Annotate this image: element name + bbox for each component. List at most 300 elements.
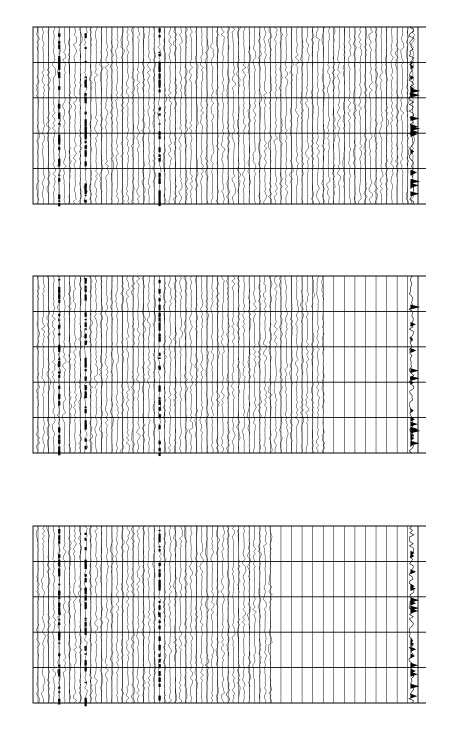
edge-trace-fill	[410, 694, 417, 699]
trace-event-mark	[85, 132, 87, 136]
wiggle-trace	[105, 526, 109, 703]
wiggle-trace	[137, 526, 140, 703]
wiggle-trace	[179, 276, 182, 453]
wiggle-trace	[263, 526, 267, 703]
trace-event-mark	[58, 643, 60, 644]
trace-event-mark	[158, 192, 160, 197]
wiggle-trace	[184, 276, 188, 453]
trace-event-mark	[58, 429, 60, 433]
trace-event-mark	[85, 574, 87, 577]
panel-3	[33, 526, 426, 706]
trace-event-mark	[85, 622, 87, 627]
trace-event-mark	[58, 58, 60, 59]
wiggle-trace	[42, 526, 46, 703]
wiggle-trace	[105, 27, 109, 204]
trace-event-mark	[58, 554, 60, 557]
trace-event-mark	[85, 195, 87, 196]
wiggle-trace	[274, 27, 278, 204]
trace-event-mark	[85, 334, 87, 336]
trace-event-mark	[158, 63, 160, 67]
trace-event-mark	[85, 377, 87, 381]
wiggle-trace	[343, 27, 345, 204]
trace-event-mark	[58, 560, 60, 563]
trace-event-mark	[85, 289, 87, 292]
wiggle-trace	[348, 27, 351, 204]
trace-event-mark	[158, 530, 160, 531]
trace-event-mark	[58, 451, 60, 455]
trace-event-mark	[85, 364, 87, 368]
wiggle-trace	[94, 27, 98, 204]
trace-event-mark	[85, 61, 87, 63]
wiggle-trace	[401, 27, 404, 204]
wiggle-trace	[337, 27, 341, 204]
trace-event-mark	[85, 77, 87, 79]
trace-event-mark	[85, 632, 87, 635]
trace-event-mark	[158, 684, 160, 687]
trace-event-mark	[85, 628, 87, 631]
trace-event-mark	[158, 154, 160, 157]
trace-event-mark	[85, 446, 87, 450]
trace-event-mark	[158, 173, 160, 176]
trace-event-mark	[58, 65, 60, 70]
trace-event-mark	[158, 80, 160, 84]
trace-event-mark	[158, 534, 160, 538]
trace-event-mark	[85, 653, 87, 655]
wiggle-trace	[200, 276, 203, 453]
trace-event-mark	[85, 682, 87, 683]
trace-event-mark	[58, 200, 60, 201]
trace-event-mark	[85, 141, 87, 144]
trace-event-mark	[58, 358, 60, 360]
trace-event-mark	[158, 620, 160, 623]
trace-event-mark	[58, 44, 60, 49]
trace-event-mark	[158, 357, 160, 359]
trace-event-mark	[158, 158, 160, 162]
wiggle-trace	[285, 276, 288, 453]
panel-1	[33, 27, 426, 206]
trace-event-mark	[58, 123, 60, 124]
trace-event-mark	[158, 416, 160, 418]
trace-event-mark	[158, 580, 160, 581]
trace-event-mark	[85, 662, 87, 665]
trace-event-mark	[158, 569, 160, 571]
edge-trace-fill	[410, 368, 418, 373]
trace-event-mark	[58, 584, 60, 585]
trace-event-mark	[58, 175, 60, 176]
trace-event-mark	[58, 603, 60, 606]
trace-event-mark	[85, 47, 87, 49]
trace-event-mark	[85, 145, 87, 149]
trace-event-mark	[158, 334, 160, 335]
trace-event-mark	[85, 126, 87, 129]
trace-event-mark	[158, 605, 160, 609]
wiggle-trace	[190, 526, 193, 703]
trace-event-mark	[58, 687, 60, 689]
wiggle-trace	[243, 276, 246, 453]
trace-event-mark	[158, 400, 160, 405]
trace-event-mark	[58, 279, 60, 281]
trace-event-mark	[158, 337, 160, 339]
trace-event-mark	[85, 112, 87, 115]
edge-trace-fill	[410, 569, 416, 574]
edge-trace	[409, 27, 414, 204]
trace-event-mark	[85, 618, 87, 619]
wiggle-trace	[226, 276, 229, 453]
trace-event-mark	[158, 659, 160, 663]
wiggle-trace	[73, 27, 77, 204]
edge-trace-fill	[410, 348, 416, 353]
wiggle-trace	[295, 27, 299, 204]
wiggle-trace	[137, 27, 140, 204]
wiggle-trace	[327, 27, 331, 204]
trace-event-mark	[58, 194, 60, 199]
trace-event-mark	[58, 673, 60, 677]
trace-event-mark	[158, 149, 160, 153]
trace-event-mark	[158, 107, 160, 110]
trace-event-mark	[85, 387, 87, 391]
trace-event-mark	[85, 136, 87, 139]
trace-event-mark	[158, 441, 160, 444]
trace-event-mark	[85, 667, 87, 672]
trace-event-mark	[158, 572, 160, 575]
wiggle-trace	[232, 27, 236, 204]
trace-event-mark	[85, 406, 87, 408]
trace-event-mark	[85, 294, 87, 298]
trace-event-mark	[58, 702, 60, 704]
trace-event-mark	[85, 96, 87, 100]
wiggle-trace	[285, 27, 288, 204]
wiggle-trace	[168, 276, 172, 453]
trace-event-mark	[58, 362, 60, 364]
wiggle-trace	[94, 526, 98, 703]
trace-event-mark	[85, 279, 87, 283]
wiggle-trace	[232, 526, 235, 703]
trace-event-mark	[85, 438, 87, 441]
trace-event-mark	[85, 538, 87, 541]
trace-event-mark	[158, 200, 160, 204]
trace-event-mark	[158, 136, 160, 139]
trace-event-mark	[58, 319, 60, 320]
trace-event-mark	[158, 407, 160, 409]
trace-event-mark	[85, 578, 87, 582]
trace-event-mark	[158, 52, 160, 54]
wiggle-trace	[168, 27, 172, 204]
edge-trace-fill	[410, 422, 417, 427]
trace-event-mark	[85, 560, 87, 564]
wiggle-trace	[380, 27, 383, 204]
trace-event-mark	[158, 549, 160, 552]
trace-event-mark	[85, 341, 87, 344]
wiggle-trace	[253, 276, 256, 453]
trace-event-mark	[58, 59, 60, 61]
trace-event-mark	[58, 296, 60, 299]
trace-event-mark	[58, 162, 60, 167]
trace-event-mark	[158, 28, 160, 32]
trace-event-mark	[158, 677, 160, 682]
trace-event-mark	[158, 68, 160, 71]
wiggle-trace	[126, 27, 130, 204]
trace-event-mark	[85, 322, 87, 327]
trace-event-mark	[58, 636, 60, 638]
trace-event-mark	[58, 619, 60, 620]
trace-event-mark	[85, 564, 87, 568]
trace-event-mark	[158, 563, 160, 567]
trace-event-mark	[158, 131, 160, 135]
trace-event-mark	[158, 83, 160, 87]
trace-event-mark	[58, 607, 60, 610]
trace-event-mark	[58, 291, 60, 293]
wiggle-trace	[305, 27, 309, 204]
wiggle-trace	[179, 27, 182, 204]
wiggle-trace	[316, 27, 320, 204]
trace-event-mark	[158, 584, 160, 587]
trace-event-mark	[158, 54, 160, 56]
trace-event-mark	[158, 123, 160, 124]
trace-event-mark	[58, 73, 60, 78]
trace-event-mark	[158, 625, 160, 629]
edge-trace-fill	[410, 647, 416, 652]
trace-event-mark	[85, 394, 87, 398]
wiggle-trace	[274, 276, 278, 453]
trace-event-mark	[58, 41, 60, 42]
trace-event-mark	[85, 189, 87, 194]
trace-event-mark	[58, 114, 60, 117]
wiggle-trace	[121, 526, 124, 703]
trace-event-mark	[58, 314, 60, 316]
trace-event-mark	[58, 347, 60, 348]
trace-event-mark	[158, 636, 160, 641]
trace-event-mark	[58, 435, 60, 439]
wiggle-trace	[148, 526, 151, 703]
trace-event-mark	[58, 632, 60, 636]
trace-event-mark	[85, 619, 87, 620]
wiggle-trace	[115, 27, 118, 204]
wiggle-trace	[63, 526, 66, 703]
trace-event-mark	[85, 646, 87, 651]
wiggle-trace	[221, 526, 225, 703]
trace-event-mark	[158, 340, 160, 341]
trace-event-mark	[85, 428, 87, 429]
trace-event-mark	[158, 672, 160, 675]
wiggle-trace	[36, 27, 39, 204]
edge-trace-fill	[410, 322, 415, 327]
trace-event-mark	[158, 448, 160, 451]
trace-event-mark	[85, 312, 87, 317]
wiggle-trace	[41, 276, 45, 453]
trace-event-mark	[158, 280, 160, 283]
trace-event-mark	[58, 591, 60, 596]
trace-event-mark	[158, 646, 160, 650]
trace-event-mark	[85, 122, 87, 126]
edge-trace-fill	[410, 380, 413, 385]
wiggle-trace	[358, 27, 361, 204]
trace-event-mark	[85, 200, 87, 203]
trace-event-mark	[85, 168, 87, 169]
wiggle-trace	[290, 27, 294, 204]
trace-event-mark	[158, 89, 160, 92]
trace-event-mark	[85, 369, 87, 371]
wiggle-trace	[268, 27, 272, 204]
trace-event-mark	[158, 546, 160, 547]
edge-trace-fill	[410, 663, 418, 668]
trace-event-mark	[158, 147, 160, 148]
trace-event-mark	[58, 178, 60, 182]
wiggle-trace	[189, 27, 192, 204]
trace-event-mark	[85, 420, 87, 423]
trace-event-mark	[85, 533, 87, 535]
wiggle-trace	[116, 526, 119, 703]
trace-event-mark	[158, 298, 160, 301]
wiggle-trace	[263, 276, 267, 453]
trace-event-mark	[158, 538, 160, 543]
trace-event-mark	[85, 299, 87, 301]
edge-trace-fill	[410, 672, 417, 677]
trace-event-mark	[158, 389, 160, 392]
trace-event-mark	[85, 605, 87, 609]
trace-event-mark	[58, 563, 60, 567]
trace-event-mark	[158, 353, 160, 356]
trace-event-mark	[58, 300, 60, 303]
trace-event-mark	[158, 425, 160, 430]
wiggle-trace	[295, 276, 299, 453]
trace-event-mark	[158, 322, 160, 327]
trace-event-mark	[85, 93, 87, 96]
trace-event-mark	[58, 440, 60, 443]
trace-event-mark	[85, 84, 87, 86]
wiggle-trace	[391, 27, 394, 204]
wiggle-trace	[264, 27, 267, 204]
wiggle-trace	[316, 276, 320, 453]
wiggle-trace	[179, 526, 183, 703]
wiggle-trace	[84, 526, 87, 703]
trace-event-mark	[158, 314, 160, 317]
trace-event-mark	[58, 541, 60, 544]
trace-event-mark	[58, 388, 60, 389]
wiggle-trace	[211, 276, 214, 453]
trace-event-mark	[85, 80, 87, 84]
wiggle-trace	[385, 27, 388, 204]
trace-event-mark	[58, 401, 60, 405]
trace-event-mark	[85, 152, 87, 157]
wiggle-trace	[131, 526, 135, 703]
wiggle-trace	[126, 276, 130, 453]
trace-event-mark	[85, 286, 87, 289]
panel-2	[33, 276, 426, 456]
wiggle-trace	[221, 27, 224, 204]
trace-event-mark	[158, 313, 160, 315]
trace-event-mark	[158, 35, 160, 38]
trace-event-mark	[58, 138, 60, 143]
wiggle-trace	[52, 526, 55, 703]
wiggle-trace	[253, 27, 256, 204]
wiggle-trace	[205, 27, 208, 204]
wiggle-trace	[84, 27, 88, 204]
wiggle-trace	[173, 526, 177, 703]
wiggle-trace	[242, 27, 245, 204]
edge-trace-fill	[410, 75, 414, 80]
trace-event-mark	[158, 318, 160, 322]
trace-event-mark	[85, 319, 87, 320]
wiggle-trace	[73, 526, 77, 703]
wiggle-trace	[195, 27, 198, 204]
trace-event-mark	[58, 364, 60, 367]
trace-event-mark	[58, 371, 60, 373]
trace-event-mark	[85, 423, 87, 425]
wiggle-trace	[211, 27, 214, 204]
trace-event-mark	[58, 396, 60, 399]
trace-event-mark	[58, 537, 60, 540]
trace-event-mark	[85, 590, 87, 595]
trace-event-mark	[58, 375, 60, 378]
trace-event-mark	[158, 179, 160, 184]
trace-event-mark	[58, 33, 60, 35]
wiggle-trace	[73, 276, 77, 453]
wiggle-trace	[52, 27, 56, 204]
wiggle-trace	[221, 276, 225, 453]
wiggle-trace	[211, 526, 214, 703]
trace-event-mark	[58, 597, 60, 600]
trace-event-mark	[85, 588, 87, 590]
trace-event-mark	[158, 305, 160, 310]
wiggle-trace	[189, 276, 193, 453]
wiggle-trace	[253, 526, 257, 703]
trace-event-mark	[158, 452, 160, 456]
trace-event-mark	[85, 702, 87, 707]
trace-event-mark	[85, 548, 87, 550]
wiggle-trace	[147, 27, 151, 204]
trace-event-mark	[85, 184, 87, 188]
trace-event-mark	[158, 177, 160, 179]
wiggle-trace	[200, 27, 203, 204]
trace-event-mark	[85, 162, 87, 166]
trace-event-mark	[85, 328, 87, 330]
wiggle-trace	[63, 276, 66, 453]
trace-event-mark	[58, 610, 60, 615]
wiggle-trace	[136, 276, 140, 453]
trace-event-mark	[158, 327, 160, 331]
wiggle-trace	[94, 276, 97, 453]
trace-event-mark	[58, 622, 60, 625]
trace-event-mark	[158, 612, 160, 617]
trace-event-mark	[158, 73, 160, 75]
wiggle-trace	[126, 526, 130, 703]
trace-event-mark	[158, 289, 160, 294]
trace-event-mark	[158, 654, 160, 657]
trace-event-mark	[58, 665, 60, 667]
edge-trace-fill	[410, 408, 413, 413]
wiggle-trace	[111, 27, 114, 204]
wiggle-trace	[63, 27, 67, 204]
wiggle-trace	[116, 276, 119, 453]
trace-event-mark	[58, 572, 60, 576]
wiggle-trace	[226, 526, 229, 703]
trace-event-mark	[158, 601, 160, 603]
trace-event-mark	[158, 664, 160, 667]
wiggle-trace	[42, 27, 45, 204]
trace-event-mark	[58, 395, 60, 397]
trace-event-mark	[58, 135, 60, 138]
trace-event-mark	[158, 397, 160, 399]
wiggle-trace	[305, 276, 309, 453]
trace-event-mark	[58, 653, 60, 656]
edge-trace	[409, 276, 414, 453]
wiggle-trace	[147, 276, 150, 453]
wiggle-trace	[52, 276, 55, 453]
trace-event-mark	[58, 691, 60, 692]
trace-event-mark	[58, 87, 60, 88]
wiggle-trace	[232, 276, 236, 453]
trace-event-mark	[58, 104, 60, 107]
